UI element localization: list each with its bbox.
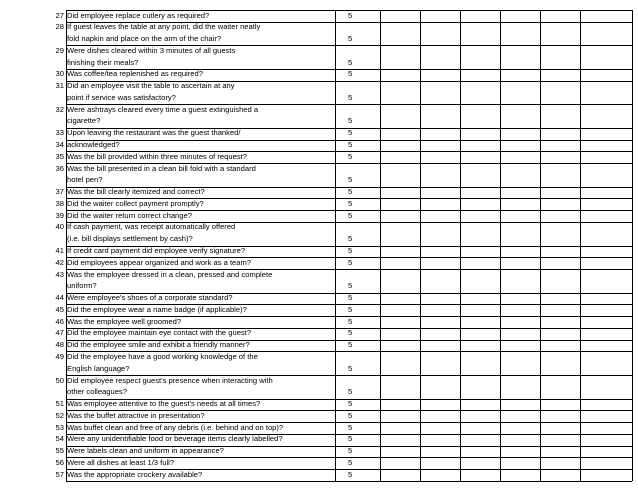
row-number: 38: [55, 198, 64, 208]
question-text: Were ashtrays cleared every time a guest extinguished a: [67, 104, 259, 114]
row-number: 35: [55, 151, 64, 161]
score-value: 5: [348, 10, 353, 20]
score-value: 5: [348, 469, 353, 479]
question-text: If credit card payment did employee verify signature?: [67, 246, 246, 255]
question-text: Did the waiter collect payment promptly?: [67, 198, 204, 208]
score-value: 5: [348, 316, 353, 326]
row-number: 34: [55, 140, 64, 150]
score-value: 5: [348, 434, 353, 444]
question-text: Did the employee smile and exhibit a friendly manner?: [67, 340, 250, 350]
row-number: 55: [55, 446, 64, 456]
row-number: 29: [55, 45, 64, 55]
question-text: Did the waiter return correct change?: [67, 210, 192, 220]
row-number: 44: [55, 293, 64, 303]
question-text: Was the bill presented in a clean bill fold with a standard: [67, 163, 256, 173]
question-text: Was the employee well groomed?: [67, 316, 182, 326]
question-text: finishing their meals?: [67, 57, 139, 67]
grid-column-line: [632, 10, 633, 481]
question-text: Were dishes cleared within 3 minutes of all guests: [67, 45, 236, 55]
question-text: cigarette?: [67, 116, 101, 126]
question-text: hotel pen?: [67, 175, 103, 185]
score-value: 5: [348, 34, 353, 44]
score-value: 5: [348, 210, 353, 220]
row-number: 37: [55, 187, 64, 197]
row-number: 51: [55, 399, 64, 409]
score-value: 5: [348, 140, 353, 150]
question-text: Did the employee have a good working knowledge of the: [67, 351, 258, 361]
score-value: 5: [348, 187, 353, 197]
row-number: 39: [55, 210, 64, 220]
question-text: Did the employee maintain eye contact with the guest?: [67, 328, 252, 338]
question-text: Was the bill provided within three minutes of request?: [67, 151, 247, 161]
row-number: 31: [55, 81, 64, 91]
question-text: Did employee replace cutlery as required?: [67, 10, 210, 20]
score-value: 5: [348, 446, 353, 456]
question-text: acknowledged?: [67, 140, 120, 150]
score-value: 5: [348, 328, 353, 338]
row-number: 27: [55, 10, 64, 20]
score-value: 5: [348, 69, 353, 79]
row-number: 40: [55, 222, 64, 232]
score-value: 5: [348, 457, 353, 467]
score-value: 5: [348, 151, 353, 161]
row-number: 45: [55, 304, 64, 314]
row-number: 53: [55, 422, 64, 432]
question-text: If guest leaves the table at any point, did the waiter neatly: [67, 22, 261, 32]
question-text: Were employee's shoes of a corporate standard?: [67, 293, 233, 303]
question-text: Upon leaving the restaurant was the guest thanked/: [67, 128, 241, 138]
row-number: 52: [55, 410, 64, 420]
score-value: 5: [348, 281, 353, 291]
question-text: Was the buffet attractive in presentation?: [67, 410, 205, 420]
question-text: Did employees appear organized and work as a team?: [67, 257, 252, 267]
question-text: Was the bill clearly itemized and correct?: [67, 187, 205, 197]
row-number: 50: [55, 375, 64, 385]
question-text: Were all dishes at least 1/3 full?: [67, 457, 175, 467]
score-value: 5: [348, 387, 353, 397]
question-text: Was buffet clean and free of any debris (i.e. behind and on top)?: [67, 422, 284, 432]
row-number: 42: [55, 257, 64, 267]
question-text: Was employee attentive to the guest's needs at all times?: [67, 399, 261, 409]
score-value: 5: [348, 399, 353, 409]
question-text: English language?: [67, 363, 130, 373]
row-number: 30: [55, 69, 64, 79]
score-value: 5: [348, 175, 353, 185]
question-text: Was coffee/tea replenished as required?: [67, 69, 203, 79]
score-value: 5: [348, 410, 353, 420]
score-value: 5: [348, 293, 353, 303]
row-number: 54: [55, 434, 64, 444]
grid-row-line: [66, 481, 632, 482]
score-value: 5: [348, 198, 353, 208]
question-text: Did employee respect guest's presence when interacting with: [67, 375, 273, 385]
score-value: 5: [348, 257, 353, 267]
question-text: Was the employee dressed in a clean, pressed and complete: [67, 269, 273, 279]
score-value: 5: [348, 422, 353, 432]
row-number: 57: [55, 469, 64, 479]
score-value: 5: [348, 363, 353, 373]
question-text: Did an employee visit the table to ascertain at any: [67, 81, 235, 91]
row-number: 56: [55, 457, 64, 467]
score-value: 5: [348, 246, 353, 255]
score-value: 5: [348, 304, 353, 314]
row-number: 49: [55, 351, 64, 361]
question-text: uniform?: [67, 281, 97, 291]
score-value: 5: [348, 234, 353, 244]
score-value: 5: [348, 340, 353, 350]
question-text: Was the appropriate crockery available?: [67, 469, 203, 479]
row-number: 33: [55, 128, 64, 138]
question-text: (i.e. bill displays settlement by cash)?: [67, 234, 193, 244]
row-number: 46: [55, 316, 64, 326]
question-text: fold napkin and place on the arm of the chair?: [67, 34, 222, 44]
row-number: 43: [55, 269, 64, 279]
row-number: 47: [55, 328, 64, 338]
row-number: 48: [55, 340, 64, 350]
question-text: Were any unidentifiable food or beverage items clearly labelled?: [67, 434, 283, 444]
question-text: Did the employee wear a name badge (if applicable)?: [67, 304, 247, 314]
score-value: 5: [348, 116, 353, 126]
question-text: point if service was satisfactory?: [67, 92, 176, 102]
question-text: Were labels clean and uniform in appearance?: [67, 446, 224, 456]
score-value: 5: [348, 57, 353, 67]
question-text: If cash payment, was receipt automatically offered: [67, 222, 236, 232]
question-text: other colleagues?: [67, 387, 127, 397]
row-number: 28: [55, 22, 64, 32]
row-number: 36: [55, 163, 64, 173]
row-number: 32: [55, 104, 64, 114]
row-number: 41: [55, 246, 64, 255]
score-value: 5: [348, 128, 353, 138]
score-value: 5: [348, 92, 353, 102]
